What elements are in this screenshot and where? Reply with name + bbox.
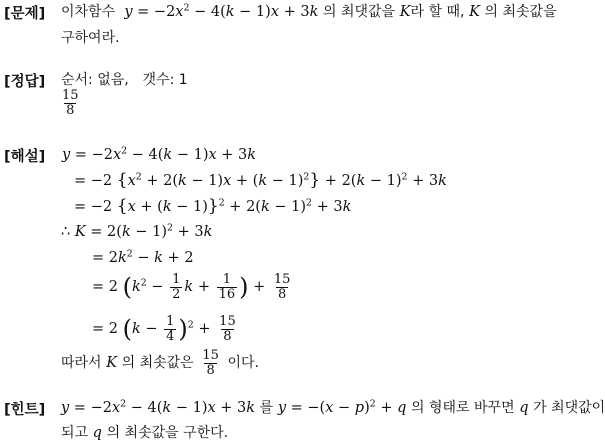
solution-eq-3: = −2 $\{x + (k - 1)\}^2 + 2(k - 1)^2 + 3k$ (74, 196, 352, 216)
solution-conclusion-c: 이다. (227, 355, 259, 371)
problem-label: [문제] (4, 6, 46, 22)
answer-order: 순서: 없음, (61, 72, 129, 88)
solution-eq-6: = 2 ($k^2$ − $\frac{1}{2}$ k + $\frac{1}{16}$ ) + $\frac{15}{8}$ (92, 271, 291, 302)
problem-text-5: 구하여라. (61, 30, 120, 46)
answer-fraction (58, 89, 83, 118)
solution-final-den: 8 (206, 362, 215, 378)
solution-conclusion: 따라서 K 의 최솟값은 $\frac{15}{8}$ 이다. (61, 347, 259, 378)
hint-line-2: 되고 q 의 최솟값을 구한다. (61, 425, 229, 441)
hint-text-1: 를 (259, 400, 274, 416)
solution-conclusion-b: 의 최솟값은 (121, 355, 194, 371)
answer-line (61, 70, 188, 90)
hint-text-4: 되고 (61, 425, 89, 441)
solution-eq-5: = $2k^2 - k + 2$ (92, 248, 194, 266)
answer-label: [정답] (4, 74, 46, 90)
solution-eq-7: = 2 (k − $\frac{1}{4}$ )$^2$ + $\frac{15}{8}$ (92, 313, 236, 344)
problem-text-3: 라 할 때, (410, 4, 465, 20)
hint-label: [힌트] (4, 402, 46, 418)
solution-conclusion-a: 따라서 (61, 355, 102, 371)
solution-eq-4: ∴ $K = 2(k - 1)^2 + 3k$ (61, 222, 213, 240)
hint-line-1: $y = -2x^2 - 4(k - 1)x + 3k$ 를 $y = -(x - p)^2 + q$ 의 형태로 바꾸면 q 가 최댓값이 (61, 398, 605, 416)
solution-final-num: 15 (202, 347, 219, 363)
problem-line-2 (61, 28, 120, 48)
hint-text-3: 가 최댓값이 (533, 400, 605, 416)
problem-text-1: 이차함수 (61, 4, 116, 20)
answer-count: 갯수: 1 (142, 72, 188, 88)
solution-eq-1: $y = -2x^2 - 4(k - 1)x + 3k$ (62, 145, 257, 163)
problem-line-1: 이차함수 $y = -2x^2 - 4(k - 1)x + 3k$ 의 최댓값을 K라 할 때, K 의 최솟값을 (61, 2, 557, 20)
problem-text-2: 의 최댓값을 (323, 4, 396, 20)
hint-text-2: 의 형태로 바꾸면 (411, 400, 515, 416)
answer-frac-num: 15 (62, 88, 79, 103)
hint-text-5: 의 최솟값을 구한다. (106, 425, 229, 441)
solution-label: [해설] (4, 149, 46, 165)
problem-text-4: 의 최솟값을 (484, 4, 557, 20)
solution-eq-2: = −2 $\{x^2 + 2(k - 1)x + (k - 1)^2\} + 2(k - 1)^2 + 3k$ (74, 170, 447, 190)
answer-frac-den: 8 (66, 103, 75, 118)
